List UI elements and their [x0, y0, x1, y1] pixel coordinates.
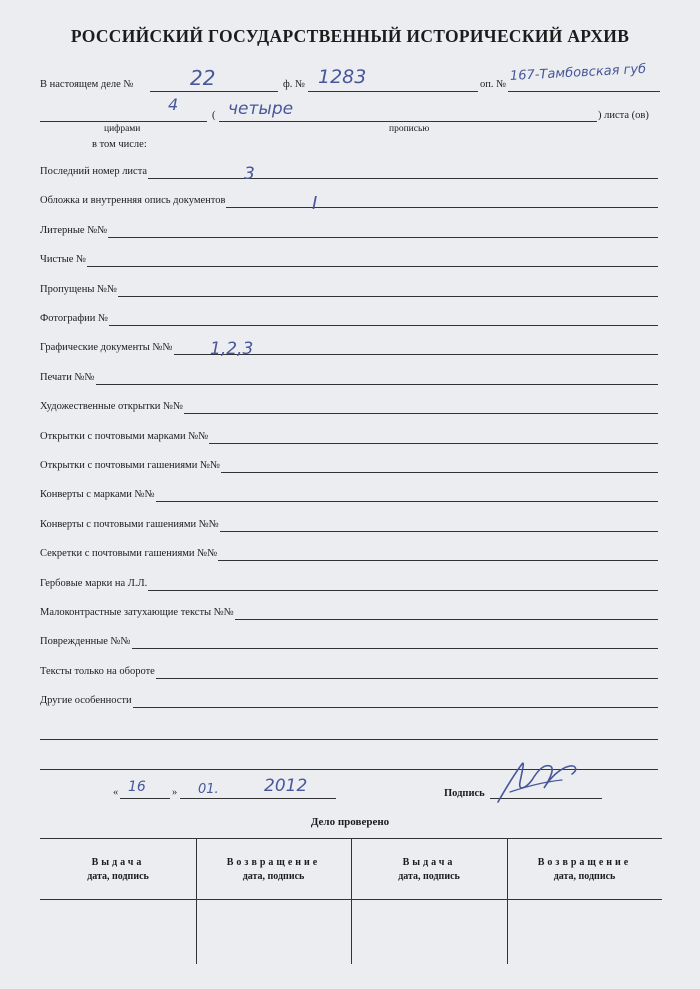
field-line: [109, 325, 658, 326]
sheets-suffix: ) листа (ов): [598, 110, 649, 121]
col-title: Выдача: [402, 857, 456, 868]
field-label: Литерные №№: [40, 225, 108, 236]
col-subtitle: дата, подпись: [87, 871, 149, 882]
table-col-header-1: [40, 856, 196, 884]
field-line: [209, 443, 658, 444]
field-line: [148, 178, 658, 179]
field-line: [156, 678, 658, 679]
blank-line: [40, 739, 658, 740]
sheets-paren-open: (: [212, 110, 216, 121]
date-day-line: [120, 798, 170, 799]
opis-value[interactable]: 167-Тамбовская губ: [509, 61, 647, 84]
field-label: Фотографии №: [40, 313, 109, 324]
field-label: Чистые №: [40, 254, 87, 265]
field-value[interactable]: I: [312, 193, 318, 214]
delo-label: В настоящем деле №: [40, 79, 134, 90]
col-title: Возвращение: [537, 857, 632, 868]
field-line: [133, 707, 658, 708]
field-label: Открытки с почтовыми марками №№: [40, 431, 209, 442]
field-label: Конверты с почтовыми гашениями №№: [40, 519, 219, 530]
date-close-quote: »: [172, 787, 178, 798]
field-label: Другие особенности: [40, 695, 132, 706]
field-label: Последний номер листа: [40, 166, 148, 177]
table-col-header-3: [351, 856, 507, 884]
field-label: Печати №№: [40, 372, 95, 383]
delo-value[interactable]: 22: [190, 66, 216, 90]
field-label: Конверты с марками №№: [40, 489, 155, 500]
field-label: Тексты только на обороте: [40, 666, 155, 677]
date-year[interactable]: 2012: [264, 776, 308, 796]
col-subtitle: дата, подпись: [553, 871, 616, 882]
fond-line: [308, 91, 478, 92]
field-label: Графические документы №№: [40, 342, 173, 353]
signature-mark: [492, 758, 582, 806]
including-label: в том числе:: [92, 139, 147, 150]
field-label: Обложка и внутренняя опись документов: [40, 195, 226, 206]
sheets-digits-line: [40, 121, 207, 122]
field-label: Гербовые марки на Л.Л.: [40, 578, 148, 589]
col-title: Выдача: [91, 857, 145, 868]
checked-label: Дело проверено: [310, 816, 390, 828]
field-label: Поврежденные №№: [40, 636, 131, 647]
field-line: [87, 266, 658, 267]
opis-line: [508, 91, 660, 92]
date-open-quote: «: [113, 787, 119, 798]
opis-label: оп. №: [480, 79, 507, 90]
delo-line: [150, 91, 278, 92]
field-line: [220, 531, 658, 532]
field-line: [184, 413, 658, 414]
sheets-digits-value[interactable]: 4: [168, 95, 179, 114]
field-label: Художественные открытки №№: [40, 401, 184, 412]
table-col-header-2: [196, 856, 351, 884]
field-line: [118, 296, 658, 297]
field-value[interactable]: 1,2,3: [210, 339, 254, 359]
date-month[interactable]: 01.: [198, 782, 219, 797]
archive-title: РОССИЙСКИЙ ГОСУДАРСТВЕННЫЙ ИСТОРИЧЕСКИЙ АРХИВ: [70, 26, 630, 46]
date-day[interactable]: 16: [128, 779, 146, 795]
field-line: [226, 207, 658, 208]
words-caption: прописью: [389, 124, 430, 134]
field-line: [235, 619, 658, 620]
col-subtitle: дата, подпись: [398, 871, 460, 882]
field-line: [148, 590, 658, 591]
field-line: [132, 648, 658, 649]
field-line: [221, 472, 658, 473]
field-label: Малоконтрастные затухающие тексты №№: [40, 607, 234, 618]
field-label: Пропущены №№: [40, 284, 118, 295]
field-line: [108, 237, 658, 238]
field-line: [96, 384, 658, 385]
sheets-words-value[interactable]: четыре: [228, 99, 294, 119]
fond-value[interactable]: 1283: [318, 66, 367, 88]
date-month-year-line: [180, 798, 336, 799]
field-line: [218, 560, 658, 561]
field-label: Открытки с почтовыми гашениями №№: [40, 460, 220, 471]
table-col-header-4: [507, 856, 662, 884]
field-label: Секретки с почтовыми гашениями №№: [40, 548, 218, 559]
field-line: [156, 501, 658, 502]
fond-label: ф. №: [283, 79, 306, 90]
digits-caption: цифрами: [104, 124, 141, 134]
signature-label: Подпись: [444, 788, 485, 799]
col-subtitle: дата, подпись: [242, 871, 305, 882]
col-title: Возвращение: [226, 857, 321, 868]
field-value[interactable]: 3: [244, 164, 255, 184]
sheets-words-line: [219, 121, 597, 122]
